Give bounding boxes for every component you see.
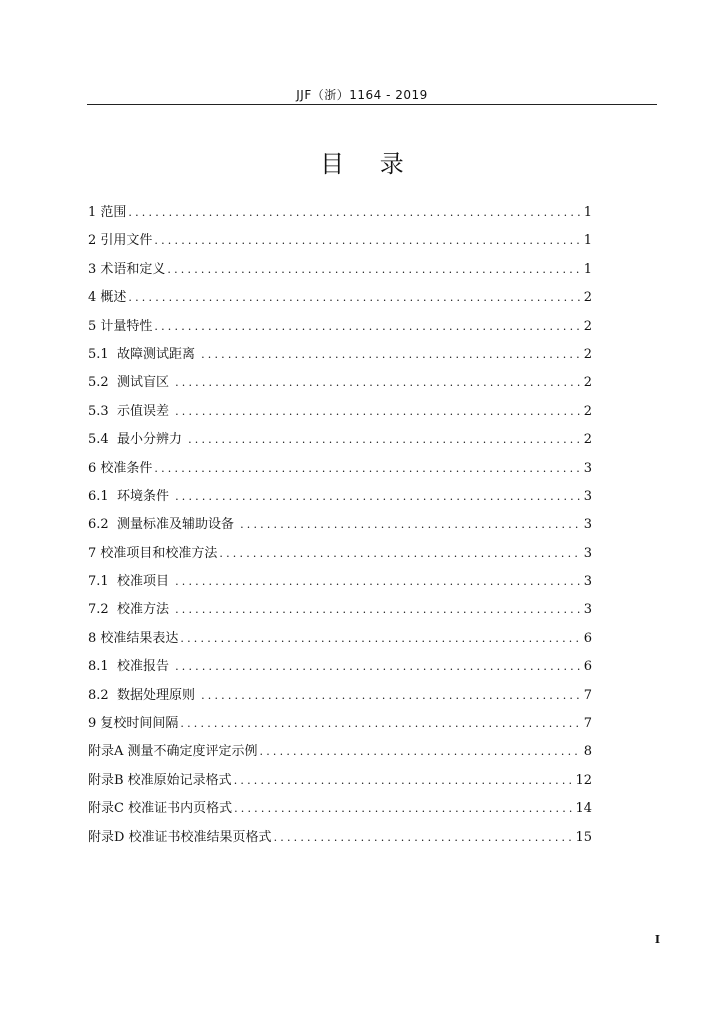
dot-leader	[188, 426, 582, 454]
dot-leader	[175, 568, 582, 596]
toc-entry-page: 2	[583, 375, 592, 391]
dot-leader	[154, 313, 581, 341]
toc-entry-page: 12	[575, 772, 592, 788]
toc-entry-label: 附录B 校准原始记录格式	[88, 772, 232, 788]
toc-entry-label: 5 计量特性	[88, 318, 153, 334]
dot-leader	[175, 398, 582, 426]
toc-entry-5-3[interactable]	[88, 398, 592, 426]
toc-entry-3-terms[interactable]	[88, 256, 592, 284]
toc-entry-label: 6.1 环境条件	[88, 488, 174, 504]
toc-entry-page: 14	[575, 801, 592, 817]
dot-leader	[201, 682, 582, 710]
dot-leader	[175, 653, 582, 681]
dot-leader	[180, 625, 581, 653]
toc-entry-label: 2 引用文件	[88, 233, 153, 249]
toc-entry-page: 8	[583, 744, 592, 760]
dot-leader	[274, 824, 574, 852]
toc-entry-label: 6.2 测量标准及辅助设备	[88, 517, 239, 533]
toc-entry-page: 3	[583, 488, 592, 504]
dot-leader	[180, 710, 581, 738]
toc-entry-page: 3	[583, 517, 592, 533]
toc-entry-page: 1	[583, 205, 592, 220]
toc-entry-4-overview[interactable]	[88, 284, 592, 312]
toc-entry-page: 2	[583, 346, 592, 362]
toc-entry-label: 附录D 校准证书校准结果页格式	[88, 829, 272, 845]
toc-entry-page: 3	[583, 545, 592, 561]
dot-leader	[201, 341, 582, 369]
toc-entry-1-scope[interactable]	[88, 199, 592, 227]
dot-leader	[260, 738, 582, 766]
running-header: JJF（浙）1164 - 2019	[296, 88, 428, 102]
toc-entry-appendix-a[interactable]	[88, 738, 592, 766]
page-title: 目 录	[320, 150, 418, 178]
toc-entry-appendix-d[interactable]	[88, 824, 592, 852]
toc-entry-8-2[interactable]	[88, 682, 592, 710]
toc-entry-7-items-methods[interactable]	[88, 540, 592, 568]
dot-leader	[175, 596, 582, 624]
toc-entry-appendix-b[interactable]	[88, 767, 592, 795]
toc-entry-5-1[interactable]	[88, 341, 592, 369]
toc-entry-page: 1	[583, 233, 592, 249]
toc-entry-page: 2	[583, 290, 592, 306]
header-divider	[87, 104, 657, 105]
toc-entry-label: 5.3 示值误差	[88, 403, 174, 419]
toc-entry-label: 8 校准结果表达	[88, 630, 179, 646]
toc-entry-label: 8.2 数据处理原则	[88, 687, 200, 703]
dot-leader	[219, 540, 581, 568]
page-number: I	[654, 933, 660, 946]
toc-entry-2-references[interactable]	[88, 227, 592, 255]
toc-entry-label: 7.1 校准项目	[88, 574, 174, 590]
dot-leader	[240, 511, 582, 539]
dot-leader	[128, 199, 581, 227]
toc-entry-page: 3	[583, 602, 592, 618]
toc-entry-page: 15	[575, 829, 592, 845]
toc-entry-page: 1	[583, 261, 592, 277]
toc-entry-page: 7	[583, 716, 592, 732]
dot-leader	[128, 284, 581, 312]
dot-leader	[175, 369, 582, 397]
toc-entry-8-1[interactable]	[88, 653, 592, 681]
toc-entry-label: 5.1 故障测试距离	[88, 346, 200, 362]
toc-entry-6-1[interactable]	[88, 483, 592, 511]
toc-entry-label: 9 复校时间间隔	[88, 716, 179, 732]
toc-entry-page: 2	[583, 318, 592, 334]
table-of-contents	[88, 199, 592, 852]
toc-entry-6-conditions[interactable]	[88, 455, 592, 483]
toc-entry-5-metrology[interactable]	[88, 313, 592, 341]
toc-entry-appendix-c[interactable]	[88, 795, 592, 823]
toc-entry-label: 3 术语和定义	[88, 261, 166, 277]
toc-entry-5-4[interactable]	[88, 426, 592, 454]
toc-entry-label: 5.4 最小分辨力	[88, 432, 187, 448]
toc-entry-label: 6 校准条件	[88, 460, 153, 476]
toc-entry-label: 7 校准项目和校准方法	[88, 545, 218, 561]
toc-entry-label: 5.2 测试盲区	[88, 375, 174, 391]
toc-entry-label: 4 概述	[88, 290, 127, 306]
toc-entry-7-1[interactable]	[88, 568, 592, 596]
toc-entry-page: 3	[583, 460, 592, 476]
toc-entry-page: 6	[583, 630, 592, 646]
dot-leader	[154, 227, 581, 255]
toc-entry-page: 2	[583, 403, 592, 419]
dot-leader	[234, 767, 574, 795]
toc-entry-label: 附录C 校准证书内页格式	[88, 801, 233, 817]
toc-entry-label: 8.1 校准报告	[88, 659, 174, 675]
toc-entry-label: 1 范围	[88, 205, 127, 220]
toc-entry-9-recalibration[interactable]	[88, 710, 592, 738]
toc-entry-label: 7.2 校准方法	[88, 602, 174, 618]
toc-entry-5-2[interactable]	[88, 369, 592, 397]
dot-leader	[175, 483, 582, 511]
toc-entry-page: 7	[583, 687, 592, 703]
dot-leader	[167, 256, 581, 284]
toc-entry-7-2[interactable]	[88, 596, 592, 624]
dot-leader	[154, 455, 581, 483]
dot-leader	[234, 795, 573, 823]
toc-entry-label: 附录A 测量不确定度评定示例	[88, 744, 258, 760]
toc-entry-page: 6	[583, 659, 592, 675]
toc-entry-page: 3	[583, 574, 592, 590]
toc-entry-page: 2	[583, 432, 592, 448]
toc-entry-6-2[interactable]	[88, 511, 592, 539]
toc-entry-8-results[interactable]	[88, 625, 592, 653]
